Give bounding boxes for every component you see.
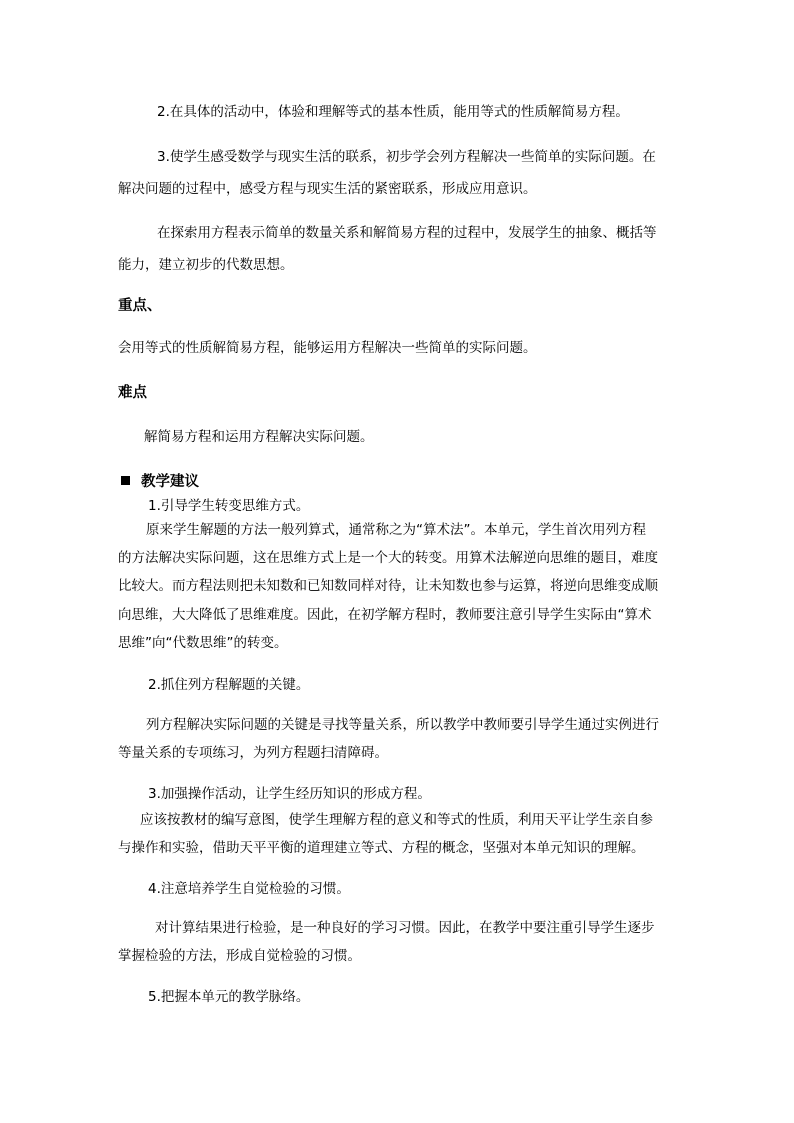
suggestion-1-title: 1.引导学生转变思维方式。 — [148, 498, 310, 514]
suggestion-1-line-5: 思维”向“代数思维”的转变。 — [118, 635, 288, 651]
suggestion-2-line-1: 列方程解决实际问题的关键是寻找等量关系，所以教学中教师要引导学生通过实例进行 — [146, 717, 659, 733]
goal-3-line-2: 解决问题的过程中，感受方程与现实生活的紧密联系，形成应用意识。 — [118, 181, 537, 197]
suggestion-1-line-3: 比较大。而方程法则把未知数和已知数同样对待，让未知数也参与运算，将逆向思维变成顺 — [118, 578, 658, 594]
goal-2: 2.在具体的活动中，体验和理解等式的基本性质，能用等式的性质解简易方程。 — [157, 104, 629, 120]
difficulties-text: 解简易方程和运用方程解决实际问题。 — [144, 429, 374, 445]
suggestion-4-line-1: 对计算结果进行检验，是一种良好的学习习惯。因此，在教学中要注重引导学生逐步 — [155, 920, 655, 936]
suggestions-heading-text: 教学建议 — [141, 474, 199, 490]
suggestion-1-line-4: 向思维，大大降低了思维难度。因此，在初学解方程时，教师要注意引导学生实际由“算术 — [118, 607, 652, 623]
suggestion-2-line-2: 等量关系的专项练习，为列方程题扫清障碍。 — [118, 745, 388, 761]
key-points-heading: 重点、 — [118, 298, 162, 314]
suggestion-3-title: 3.加强操作活动，让学生经历知识的形成方程。 — [148, 786, 431, 802]
suggestion-4-line-2: 掌握检验的方法，形成自觉检验的习惯。 — [118, 948, 361, 964]
suggestion-3-line-1: 应该按教材的编写意图，使学生理解方程的意义和等式的性质，利用天平让学生亲自参 — [140, 812, 653, 828]
suggestion-1-line-1: 原来学生解题的方法一般列算式，通常称之为“算术法”。本单元，学生首次用列方程 — [146, 522, 646, 538]
goal-4-line-2: 能力，建立初步的代数思想。 — [118, 257, 294, 273]
suggestion-1-line-2: 的方法解决实际问题，这在思维方式上是一个大的转变。用算术法解逆向思维的题目，难度 — [118, 550, 658, 566]
goal-4-line-1: 在探索用方程表示简单的数量关系和解简易方程的过程中，发展学生的抽象、概括等 — [157, 225, 657, 241]
suggestions-heading — [121, 472, 199, 492]
suggestion-2-title: 2.抓住列方程解题的关键。 — [148, 677, 310, 693]
difficulties-heading: 难点 — [118, 385, 147, 401]
suggestion-5-title: 5.把握本单元的教学脉络。 — [148, 989, 310, 1005]
suggestion-3-line-2: 与操作和实验，借助天平平衡的道理建立等式、方程的概念，坚强对本单元知识的理解。 — [118, 840, 645, 856]
key-points-text: 会用等式的性质解简易方程，能够运用方程解决一些简单的实际问题。 — [118, 340, 537, 356]
suggestion-4-title: 4.注意培养学生自觉检验的习惯。 — [148, 881, 350, 897]
goal-3-line-1: 3.使学生感受数学与现实生活的联系，初步学会列方程解决一些简单的实际问题。在 — [157, 149, 656, 165]
square-bullet-icon — [121, 476, 130, 485]
